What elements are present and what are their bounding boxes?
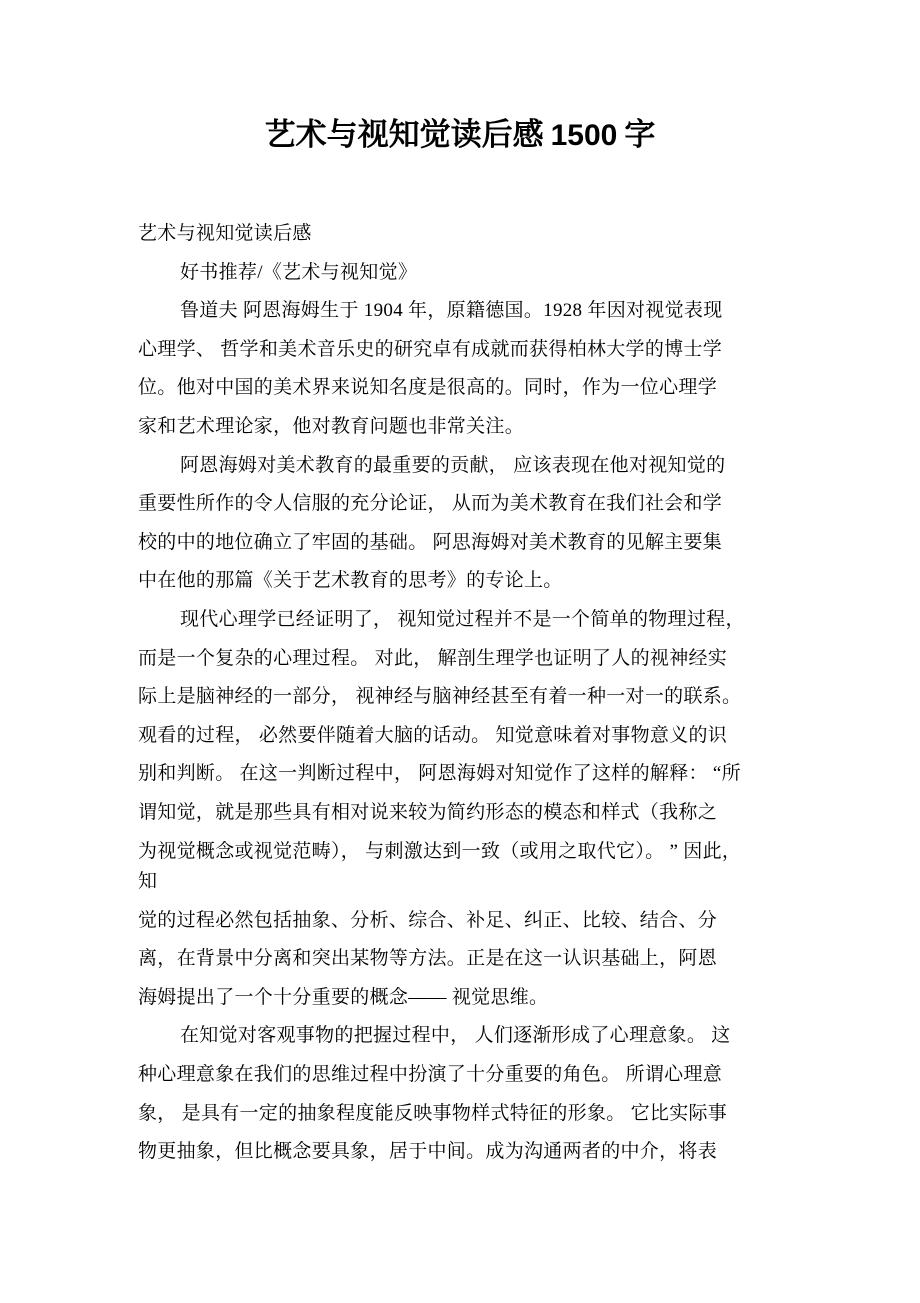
title-text-suffix: 字 [624,117,656,152]
title-number: 1500 [550,119,618,152]
text-line: 校的中的地位确立了牢固的基础。 阿思海姆对美术教育的见解主要集 [138,531,723,553]
text-line: 重要性所作的令人信服的充分论证， 从而为美术教育在我们社会和学 [138,493,723,515]
text-line: 现代心理学已经证明了， 视知觉过程并不是一个简单的物理过程， [180,608,745,630]
title-text-prefix: 艺术与视知觉读后感 [264,117,544,152]
text-line: 别和判断。 在这一判断过程中， 阿恩海姆对知觉作了这样的解释： “所 [138,763,741,785]
text-line: 观看的过程， 必然要伴随着大脑的话动。 知觉意味着对事物意义的识 [138,724,728,746]
text-line: 海姆提出了一个十分重要的概念—— 视觉思维。 [138,986,549,1008]
text-line: 象， 是具有一定的抽象程度能反映事物样式特征的形象。 它比实际事 [138,1102,728,1124]
text-line: 种心理意象在我们的思维过程中扮演了十分重要的角色。 所谓心理意 [138,1064,723,1086]
text-line: 位。他对中国的美术界来说知名度是很高的。同时，作为一位心理学 [138,377,718,399]
text-line: 心理学、 哲学和美术音乐史的研究卓有成就而获得柏林大学的博士学 [138,338,723,360]
text-line: 鲁道夫 阿恩海姆生于 1904 年，原籍德国。1928 年因对视觉表现 [180,300,723,322]
text-line: 艺术与视知觉读后感 [138,223,312,244]
text-line: 中在他的那篇《关于艺术教育的思考》的专论上。 [138,570,563,592]
text-line: 好书推荐/《艺术与视知觉》 [180,261,418,283]
text-line: 阿恩海姆对美术教育的最重要的贡献， 应该表现在他对视知觉的 [180,454,726,476]
document-body [138,215,860,1172]
text-line: 家和艺术理论家，他对教育问题也非常关注。 [138,415,525,437]
text-line: 物更抽象，但比概念要具象，居于中间。成为沟通两者的中介，将表 [138,1141,718,1163]
text-line: 际上是脑神经的一部分， 视神经与脑神经甚至有着一种一对一的联系。 [138,686,742,708]
text-line: 觉的过程必然包括抽象、分析、综合、补足、纠正、比较、结合、分 [138,909,718,931]
text-line: 在知觉对客观事物的把握过程中， 人们逐渐形成了心理意象。 这 [180,1025,731,1047]
text-line: 离，在背景中分离和突出某物等方法。正是在这一认识基础上，阿恩 [138,948,718,970]
text-line: 谓知觉，就是那些具有相对说来较为简约形态的模态和样式（我称之 [138,801,718,823]
text-line: 为视觉概念或视觉范畴）， 与刺激达到一致（或用之取代它）。 ” 因此， [138,840,742,862]
text-line: 知 [138,871,158,893]
text-line: 而是一个复杂的心理过程。 对此， 解剖生理学也证明了人的视神经实 [138,647,728,669]
document-title [0,112,920,159]
